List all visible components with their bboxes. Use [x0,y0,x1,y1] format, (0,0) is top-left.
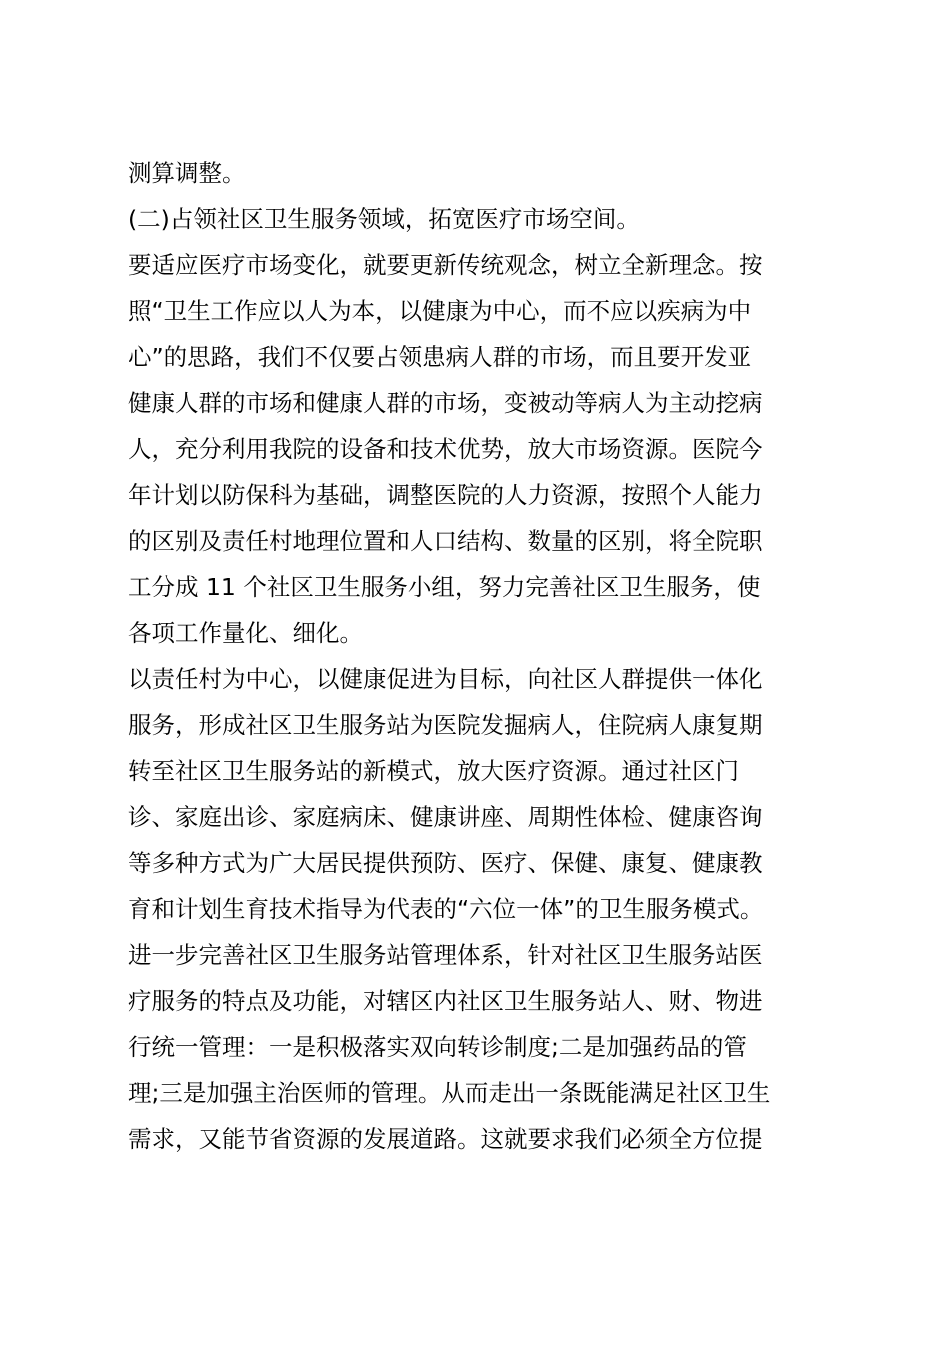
text-line: 工分成 11 个社区卫生服务小组，努力完善社区卫生服务，使 [128,573,761,601]
text-line: 等多种方式为广大居民提供预防、医疗、保健、康复、健康教 [128,849,763,877]
text-line: 照“卫生工作应以人为本，以健康为中心，而不应以疾病为中 [128,297,752,325]
text-line: 以责任村为中心，以健康促进为目标，向社区人群提供一体化 [128,665,763,693]
section-heading: (二)占领社区卫生服务领域，拓宽医疗市场空间。 [128,205,640,233]
text-line: 育和计划生育技术指导为代表的“六位一体”的卫生服务模式。 [128,895,764,923]
text-line: 的区别及责任村地理位置和人口结构、数量的区别，将全院职 [128,527,763,555]
text-line: 健康人群的市场和健康人群的市场，变被动等病人为主动挖病 [128,389,763,417]
text-line: 转至社区卫生服务站的新模式，放大医疗资源。通过社区门 [128,757,739,785]
text-line: 测算调整。 [128,159,246,187]
text-line: 行统一管理：一是积极落实双向转诊制度;二是加强药品的管 [128,1033,747,1061]
text-line: 需求，又能节省资源的发展道路。这就要求我们必须全方位提 [128,1125,763,1153]
text-line: 人，充分利用我院的设备和技术优势，放大市场资源。医院今 [128,435,763,463]
text-line: 服务，形成社区卫生服务站为医院发掘病人，住院病人康复期 [128,711,763,739]
text-line: 诊、家庭出诊、家庭病床、健康讲座、周期性体检、健康咨询 [128,803,763,831]
text-line: 心”的思路，我们不仅要占领患病人群的市场，而且要开发亚 [128,343,752,371]
text-line: 要适应医疗市场变化，就要更新传统观念，树立全新理念。按 [128,251,763,279]
text-line: 疗服务的特点及功能，对辖区内社区卫生服务站人、财、物进 [128,987,763,1015]
text-line: 各项工作量化、细化。 [128,619,363,647]
text-line: 年计划以防保科为基础，调整医院的人力资源，按照个人能力 [128,481,763,509]
text-line: 理;三是加强主治医师的管理。从而走出一条既能满足社区卫生 [128,1079,771,1107]
text-line: 进一步完善社区卫生服务站管理体系，针对社区卫生服务站医 [128,941,763,969]
body-text [128,150,848,1162]
